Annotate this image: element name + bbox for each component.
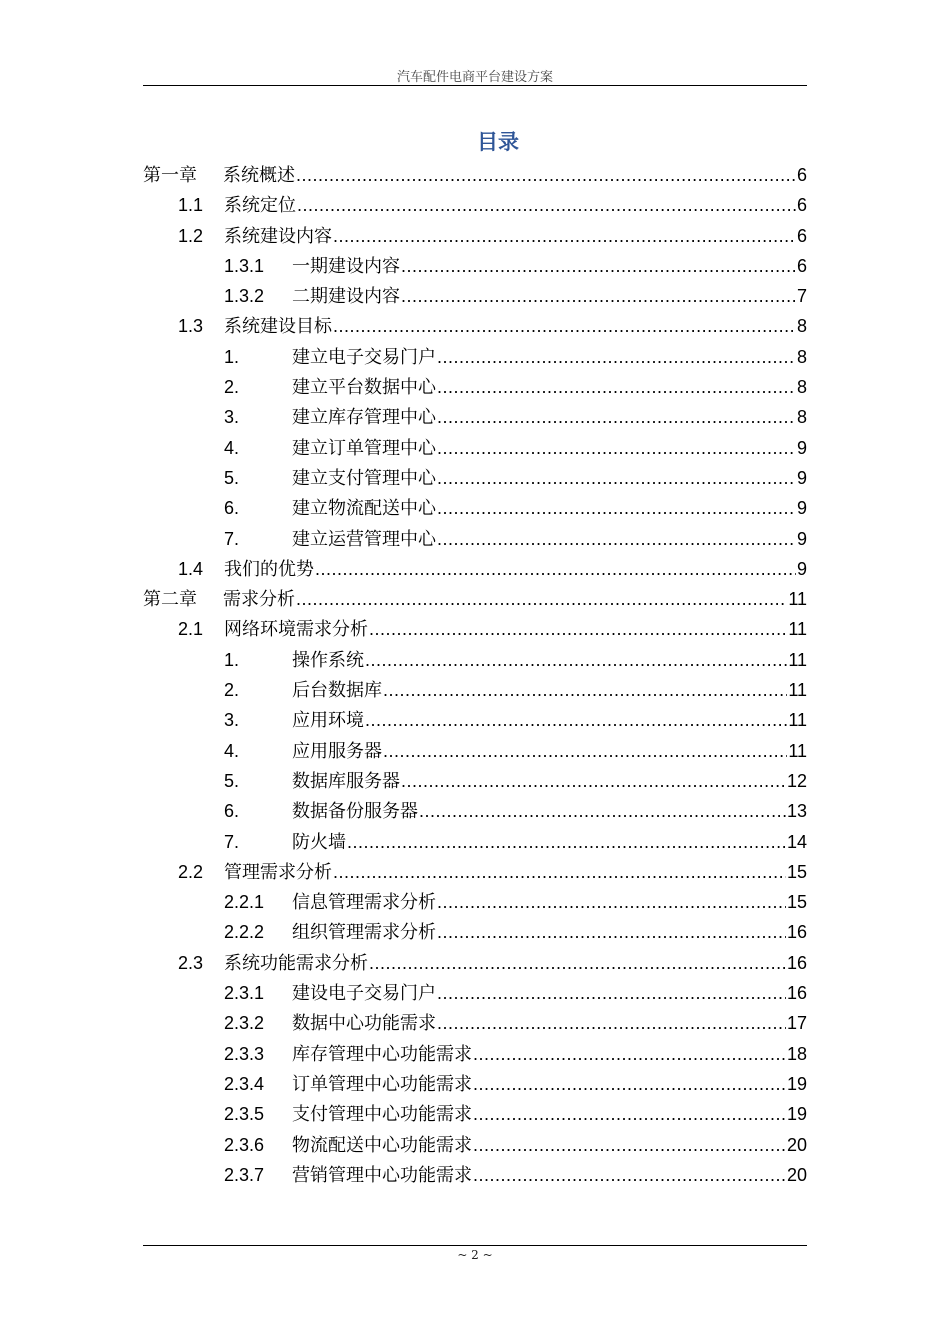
- toc-entry-title: 建立运营管理中心: [292, 528, 436, 550]
- toc-entry-title: 建立平台数据中心: [292, 377, 436, 399]
- toc-entry-number: 2.2.1: [224, 892, 265, 913]
- toc-entry-page: 6: [796, 195, 807, 216]
- toc-entry-page: 8: [796, 407, 807, 428]
- toc-entry-page: 9: [796, 558, 807, 579]
- toc-entry-title: 网络环境需求分析: [224, 619, 368, 641]
- dot-leader: [437, 917, 786, 947]
- toc-entry[interactable]: [143, 402, 807, 432]
- dot-leader: [297, 190, 796, 220]
- toc-entry-page: 7: [796, 286, 807, 307]
- toc-entry-page: 11: [788, 619, 807, 640]
- dot-leader: [333, 221, 796, 251]
- dot-leader: [437, 493, 796, 523]
- running-header: 汽车配件电商平台建设方案: [396, 70, 553, 85]
- toc-entry-page: 17: [786, 1013, 807, 1034]
- toc-entry-title: 订单管理中心功能需求: [292, 1073, 472, 1095]
- toc-entry-number: 2.3.3: [224, 1043, 265, 1064]
- toc-entry-number: 第二章: [143, 589, 197, 611]
- toc-entry-title: 管理需求分析: [224, 861, 332, 883]
- toc-entry-title: 建立支付管理中心: [292, 467, 436, 489]
- toc-entry-page: 8: [796, 346, 807, 367]
- toc-entry-number: 2.3.6: [224, 1134, 265, 1155]
- dot-leader: [437, 524, 796, 554]
- toc-entry-number: 2.3: [178, 952, 204, 973]
- toc-entry-number: 2.1: [178, 619, 204, 640]
- page-number: ~ 2 ~: [457, 1248, 493, 1262]
- toc-entry-page: 14: [786, 831, 807, 852]
- dot-leader: [333, 311, 796, 341]
- toc-entry-page: 8: [796, 377, 807, 398]
- toc-entry-title: 后台数据库: [292, 680, 382, 702]
- toc-entry-title: 防火墙: [292, 831, 346, 853]
- dot-leader: [473, 1069, 786, 1099]
- dot-leader: [437, 372, 796, 402]
- toc-entry-number: 2.3.7: [224, 1164, 265, 1185]
- toc-entry[interactable]: [143, 857, 807, 887]
- toc-entry-page: 18: [786, 1043, 807, 1064]
- toc-entry-number: 2.3.5: [224, 1104, 265, 1125]
- toc-entry-number: 2.2.2: [224, 922, 265, 943]
- toc-entry-title: 操作系统: [292, 649, 364, 671]
- toc-entry-page: 9: [796, 528, 807, 549]
- toc-entry-number: 5.: [224, 770, 240, 791]
- toc-entry-page: 19: [786, 1073, 807, 1094]
- dot-leader: [419, 796, 786, 826]
- dot-leader: [401, 281, 796, 311]
- toc-entry[interactable]: [143, 887, 807, 917]
- toc-entry[interactable]: [143, 796, 807, 826]
- dot-leader: [437, 342, 796, 372]
- header-divider: [143, 85, 807, 86]
- toc-entry-number: 7.: [224, 831, 240, 852]
- toc-entry-title: 系统建设内容: [224, 225, 332, 247]
- dot-leader: [401, 251, 796, 281]
- toc-entry[interactable]: [143, 493, 807, 523]
- toc-entry[interactable]: [143, 221, 807, 251]
- toc-entry-page: 12: [786, 770, 807, 791]
- toc-entry-number: 2.2: [178, 861, 204, 882]
- toc-entry-title: 数据库服务器: [292, 770, 400, 792]
- toc-entry-title: 我们的优势: [224, 558, 314, 580]
- toc-entry-page: 6: [796, 255, 807, 276]
- toc-entry-page: 6: [796, 165, 807, 185]
- toc-entry-number: 7.: [224, 528, 240, 549]
- toc-entry-number: 6.: [224, 498, 240, 519]
- table-of-contents: [143, 160, 807, 1190]
- toc-entry-title: 建立库存管理中心: [292, 407, 436, 429]
- dot-leader: [437, 433, 796, 463]
- toc-entry-page: 20: [786, 1164, 807, 1185]
- toc-entry[interactable]: [143, 1160, 807, 1190]
- toc-entry-title: 信息管理需求分析: [292, 892, 436, 914]
- toc-entry-title: 系统定位: [224, 195, 296, 217]
- toc-entry[interactable]: [143, 1039, 807, 1069]
- toc-entry[interactable]: [143, 978, 807, 1008]
- toc-entry[interactable]: [143, 645, 807, 675]
- dot-leader: [365, 645, 787, 675]
- toc-entry-page: 13: [786, 801, 807, 822]
- toc-entry-number: 4.: [224, 437, 240, 458]
- toc-entry[interactable]: [143, 1008, 807, 1038]
- toc-entry-page: 9: [796, 437, 807, 458]
- toc-entry-page: 15: [786, 861, 807, 882]
- toc-entry[interactable]: [143, 827, 807, 857]
- dot-leader: [473, 1160, 786, 1190]
- dot-leader: [437, 1008, 786, 1038]
- toc-entry-title: 数据备份服务器: [292, 801, 418, 823]
- dot-leader: [473, 1039, 786, 1069]
- toc-entry-number: 1.: [224, 346, 240, 367]
- toc-entry[interactable]: [143, 524, 807, 554]
- toc-entry[interactable]: [143, 342, 807, 372]
- toc-entry-number: 6.: [224, 801, 240, 822]
- toc-entry[interactable]: [143, 251, 807, 281]
- toc-entry-title: 营销管理中心功能需求: [292, 1164, 472, 1186]
- dot-leader: [333, 857, 786, 887]
- toc-entry-page: 11: [788, 680, 807, 701]
- toc-entry[interactable]: [143, 1099, 807, 1129]
- toc-entry-number: 2.: [224, 680, 240, 701]
- toc-entry[interactable]: [143, 675, 807, 705]
- toc-entry-title: 物流配送中心功能需求: [292, 1134, 472, 1156]
- footer-divider: [143, 1245, 807, 1246]
- dot-leader: [347, 827, 786, 857]
- toc-entry-title: 系统建设目标: [224, 316, 332, 338]
- toc-entry-title: 支付管理中心功能需求: [292, 1104, 472, 1126]
- toc-entry[interactable]: [143, 736, 807, 766]
- toc-entry-title: 系统功能需求分析: [224, 952, 368, 974]
- toc-entry[interactable]: [143, 584, 807, 614]
- toc-entry-page: 11: [788, 649, 807, 670]
- dot-leader: [369, 614, 787, 644]
- toc-title: 目录: [477, 130, 519, 154]
- toc-entry-title: 需求分析: [223, 589, 295, 611]
- toc-entry-number: 第一章: [143, 165, 197, 186]
- toc-entry[interactable]: [143, 160, 807, 190]
- toc-entry-page: 15: [786, 892, 807, 913]
- toc-entry[interactable]: [143, 554, 807, 584]
- toc-entry[interactable]: [143, 311, 807, 341]
- toc-entry-page: 16: [786, 952, 807, 973]
- dot-leader: [365, 705, 787, 735]
- toc-entry[interactable]: [143, 766, 807, 796]
- toc-entry-number: 1.3: [178, 316, 204, 337]
- toc-entry-number: 2.3.1: [224, 983, 265, 1004]
- dot-leader: [437, 402, 796, 432]
- toc-entry-number: 2.: [224, 377, 240, 398]
- toc-entry-number: 3.: [224, 407, 240, 428]
- toc-entry[interactable]: [143, 1069, 807, 1099]
- toc-entry-number: 2.3.4: [224, 1073, 265, 1094]
- toc-entry-page: 16: [786, 922, 807, 943]
- toc-entry-number: 1.1: [178, 195, 204, 216]
- toc-entry-page: 16: [786, 983, 807, 1004]
- toc-entry[interactable]: [143, 433, 807, 463]
- toc-entry-title: 建设电子交易门户: [292, 983, 436, 1005]
- toc-entry-number: 2.3.2: [224, 1013, 265, 1034]
- dot-leader: [401, 766, 786, 796]
- toc-entry[interactable]: [143, 281, 807, 311]
- toc-entry[interactable]: [143, 705, 807, 735]
- toc-entry[interactable]: [143, 917, 807, 947]
- dot-leader: [296, 160, 796, 190]
- toc-entry-title: 一期建设内容: [292, 255, 400, 277]
- toc-entry-title: 系统概述: [223, 165, 295, 186]
- toc-entry-number: 1.3.1: [224, 255, 265, 276]
- toc-entry[interactable]: [143, 463, 807, 493]
- toc-entry-title: 应用服务器: [292, 740, 382, 762]
- toc-entry-number: 1.2: [178, 225, 204, 246]
- toc-entry-page: 19: [786, 1104, 807, 1125]
- dot-leader: [315, 554, 796, 584]
- toc-entry-page: 9: [796, 467, 807, 488]
- toc-entry-page: 8: [796, 316, 807, 337]
- toc-entry-title: 二期建设内容: [292, 286, 400, 308]
- toc-entry[interactable]: [143, 372, 807, 402]
- toc-entry-number: 4.: [224, 740, 240, 761]
- toc-entry-page: 11: [788, 710, 807, 731]
- toc-entry-page: 20: [786, 1134, 807, 1155]
- toc-entry[interactable]: [143, 948, 807, 978]
- toc-entry[interactable]: [143, 1130, 807, 1160]
- dot-leader: [383, 736, 787, 766]
- toc-entry-page: 6: [796, 225, 807, 246]
- toc-entry-title: 数据中心功能需求: [292, 1013, 436, 1035]
- toc-entry-title: 建立电子交易门户: [292, 346, 436, 368]
- dot-leader: [296, 584, 787, 614]
- toc-entry-number: 1.: [224, 649, 240, 670]
- toc-entry-title: 组织管理需求分析: [292, 922, 436, 944]
- toc-entry-number: 1.3.2: [224, 286, 265, 307]
- toc-entry-number: 1.4: [178, 558, 204, 579]
- toc-entry-number: 3.: [224, 710, 240, 731]
- dot-leader: [473, 1130, 786, 1160]
- dot-leader: [369, 948, 786, 978]
- dot-leader: [383, 675, 787, 705]
- toc-entry-number: 5.: [224, 467, 240, 488]
- toc-entry-title: 库存管理中心功能需求: [292, 1043, 472, 1065]
- toc-entry[interactable]: [143, 614, 807, 644]
- toc-entry-page: 9: [796, 498, 807, 519]
- toc-entry-page: 11: [788, 740, 807, 761]
- dot-leader: [437, 463, 796, 493]
- toc-entry[interactable]: [143, 190, 807, 220]
- toc-entry-title: 建立物流配送中心: [292, 498, 436, 520]
- toc-entry-page: 11: [788, 589, 807, 610]
- toc-entry-title: 建立订单管理中心: [292, 437, 436, 459]
- dot-leader: [437, 978, 786, 1008]
- dot-leader: [437, 887, 786, 917]
- toc-entry-title: 应用环境: [292, 710, 364, 732]
- dot-leader: [473, 1099, 786, 1129]
